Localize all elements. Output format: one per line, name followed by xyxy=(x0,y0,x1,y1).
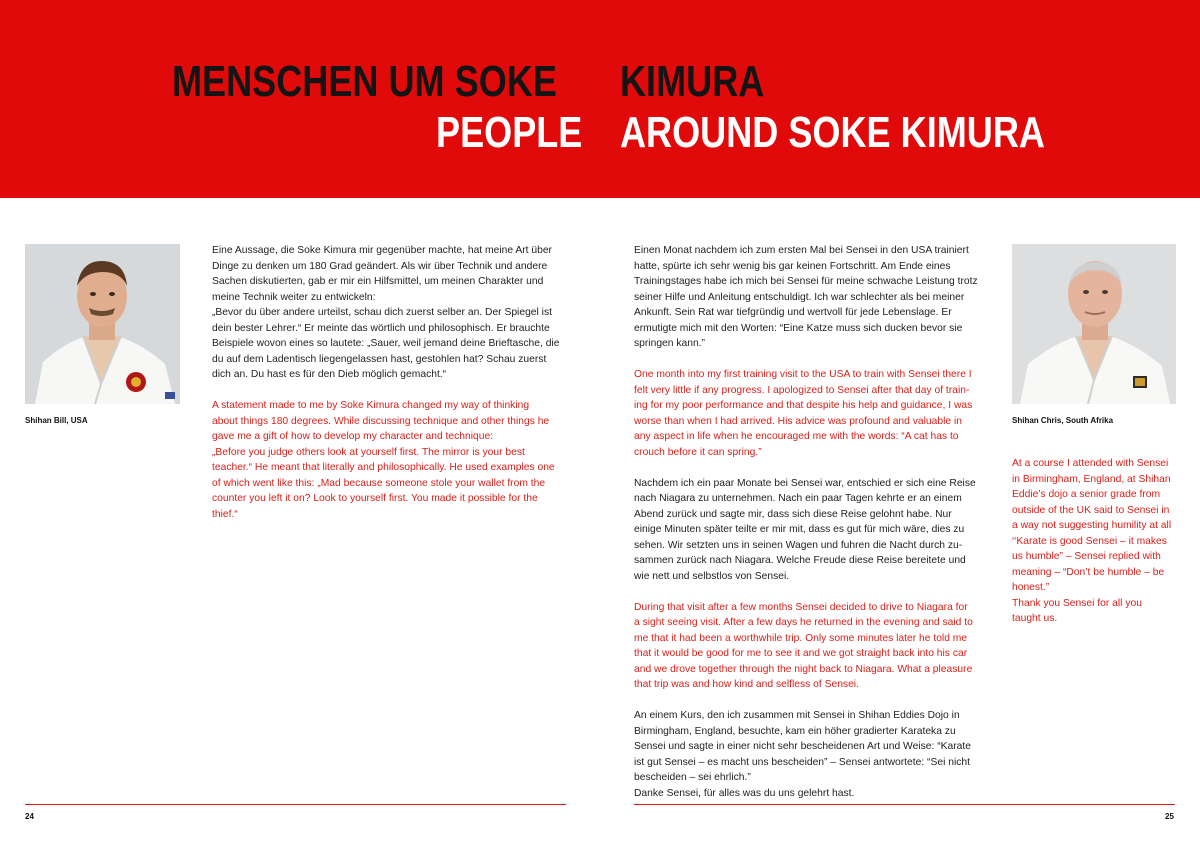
english-text-line: and we drove together through the night back to Niagara. What a pleasure xyxy=(634,663,973,675)
title-german-part2: KIMURA xyxy=(620,57,765,106)
german-text-line: ermutigte mich mit den Worten: “Eine Katze muss sich ducken bevor sie xyxy=(634,322,963,334)
german-text-line: „Bevor du über andere urteilst, schau dich zuerst selber an. Der Spiegel ist xyxy=(212,307,552,318)
english-text-line: gave me a gift of how to develop my character and technique: xyxy=(212,431,494,442)
english-text-line: counter you left it on? Look to yourself first. You made it possible for the xyxy=(212,493,538,504)
english-text-line: meaning – “Don’t be humble – be xyxy=(1012,566,1165,578)
english-text-line: Eddie’s dojo a senior grade from xyxy=(1012,489,1161,500)
german-text-line: Birmingham, England, besuchte, kam ein höher gradierter Karateka zu xyxy=(634,725,956,737)
portrait-illustration-bill xyxy=(25,244,180,404)
english-text-line: thief.“ xyxy=(212,508,238,520)
german-text-line: Nachdem ich ein paar Monate bei Sensei war, entschied er sich eine Reise xyxy=(634,477,976,489)
photo-shihan-chris xyxy=(1012,244,1176,404)
title-german-part1: MENSCHEN UM SOKE xyxy=(172,57,557,106)
german-text-line: sehen. Wir setzten uns in seinen Wagen und fuhren die Nacht durch zu- xyxy=(634,539,963,551)
english-text-line: honest.” xyxy=(1012,582,1050,593)
photo-shihan-bill xyxy=(25,244,180,404)
german-text-line: Abend zurück und sagte mir, dass sich diese Reise gelohnt habe. Nur xyxy=(634,508,952,520)
english-text-line: felt very little if any progress. I apologized to Sensei after that day of train- xyxy=(634,384,970,396)
german-text-line: Ankunft. Sein Rat war tiefgründig und wertvoll für jede Lebenslage. Er xyxy=(634,307,952,318)
german-text-line: dein bester Lehrer.“ Er meinte das wörtlich und philosophisch. Er brauchte xyxy=(212,322,550,334)
english-text-line: that trip was and how kind and selfless of Sensei. xyxy=(634,679,859,690)
english-text-line: crouch before it can spring.” xyxy=(634,446,762,458)
german-text-line: bescheiden – sei ehrlich.” xyxy=(634,772,751,783)
german-text-line: Eine Aussage, die Soke Kimura mir gegenüber machte, hat meine Art über xyxy=(212,245,552,256)
german-text-line: dich an. Du hast es für den Dieb möglich gemacht.“ xyxy=(212,369,447,380)
german-text-line: Beispiele wovon eines so lautete: „Sauer, weil jemand deine Brieftasche, die xyxy=(212,338,560,349)
english-text-line: a way not suggesting humility at all xyxy=(1012,520,1172,531)
english-text-line: worse than when I had arrived. His advice was profound and valuable in xyxy=(634,415,962,427)
english-text-line: outside of the UK said to Sensei in xyxy=(1012,504,1170,516)
english-text-line: me that it had been a worthwhile trip. Only some minutes later he told me xyxy=(634,632,968,644)
english-text-line: During that visit after a few months Sensei decided to drive to Niagara for xyxy=(634,601,968,613)
title-english-part1: PEOPLE xyxy=(436,108,583,157)
english-text-line: „Before you judge others look at yourself first. The mirror is your best xyxy=(212,446,525,458)
english-text-line: ing for my poor performance and that despite his help and guidance, I was xyxy=(634,400,973,411)
right-text-column xyxy=(634,243,978,801)
page-number-right: 25 xyxy=(1165,812,1174,821)
title-english-part2: AROUND SOKE KIMURA xyxy=(620,108,1045,157)
german-text-line: Trainingstages habe ich mich bei Sensei für meine schwache Leistung trotz xyxy=(634,276,978,287)
caption-shihan-bill: Shihan Bill, USA xyxy=(25,416,88,425)
german-text-line: einige Minuten später teilte er mir mit, dass es gut für mich wäre, dies zu xyxy=(634,524,965,535)
german-text-line: Einen Monat nachdem ich zum ersten Mal bei Sensei in den USA trainiert xyxy=(634,245,969,256)
english-text-line: of which went like this: „Mad because someone stole your wallet from the xyxy=(212,477,546,489)
right-narrow-english-column xyxy=(1012,456,1171,627)
english-text-line: teacher.“ He meant that literally and philosophically. He used examples one xyxy=(212,462,555,473)
english-text-line: a sight seeing visit. After a few days he returned in the evening and said to xyxy=(634,617,973,628)
german-text-line: ist gut Sensei – es macht uns bescheiden” – Sensei antwortete: “Sei nicht xyxy=(634,756,970,768)
english-text-line: about things 180 degrees. While discussing technique and other things he xyxy=(212,415,550,427)
german-text-line: Sensei und sagte in einer nicht sehr bescheidenen Art und Weise: “Karate xyxy=(634,741,971,752)
caption-shihan-chris: Shihan Chris, South Afrika xyxy=(1012,416,1114,425)
english-text-line: in Birmingham, England, at Shihan xyxy=(1012,473,1171,485)
english-text-line: Thank you Sensei for all you xyxy=(1012,597,1142,609)
english-text-line: that it would be good for me to see it and we got straight back into his car xyxy=(634,648,968,659)
german-text-line: Danke Sensei, für alles was du uns gelehrt hast. xyxy=(634,787,855,799)
english-text-line: A statement made to me by Soke Kimura changed my way of thinking xyxy=(212,400,530,411)
german-text-line: nach Niagara zu unternehmen. Nach ein paar Tagen kehrte er an einem xyxy=(634,493,962,504)
german-text-line: seiner Hilfe und Anleitung entschuldigt. Ich war schlechter als bei meiner xyxy=(634,291,965,303)
english-text-line: taught us. xyxy=(1012,613,1058,624)
english-text-line: One month into my first training visit to the USA to train with Sensei there I xyxy=(634,369,972,380)
english-text-line: At a course I attended with Sensei xyxy=(1012,458,1169,469)
german-text-line: du auf dem Ladentisch liegengelassen hast, gestohlen hat? Schau zuerst xyxy=(212,353,547,365)
german-text-line: meine Technik weiter zu entwickeln: xyxy=(212,291,376,303)
german-text-line: sammen zurück nach Niagara. Welche Freude diese Reise bereitete und xyxy=(634,555,966,566)
page-number-left: 24 xyxy=(25,812,34,821)
german-text-line: Dinge zu denken um 180 Grad geändert. Als wir über Technik und andere xyxy=(212,260,548,272)
left-text-column xyxy=(212,243,559,522)
portrait-illustration-chris xyxy=(1012,244,1176,404)
german-text-line: An einem Kurs, den ich zusammen mit Sensei in Shihan Eddies Dojo in xyxy=(634,710,960,721)
german-text-line: Sachen diskutierten, gab er mir ein Hilfsmittel, um meinen Charakter und xyxy=(212,276,544,287)
footer-rule-left xyxy=(25,804,566,805)
english-text-line: ‘‘Karate is good Sensei – it makes xyxy=(1012,535,1167,547)
german-text-line: wie nett und selbstlos von Sensei. xyxy=(634,570,790,582)
english-text-line: us humble” – Sensei replied with xyxy=(1012,551,1161,562)
german-text-line: hatte, spürte ich sehr wenig bis gar keinen Fortschritt. Am Ende eines xyxy=(634,260,951,272)
german-text-line: springen kann.” xyxy=(634,338,705,349)
footer-rule-right xyxy=(634,804,1175,805)
english-text-line: any aspect in life when he encouraged me with the words: “A cat has to xyxy=(634,431,959,442)
